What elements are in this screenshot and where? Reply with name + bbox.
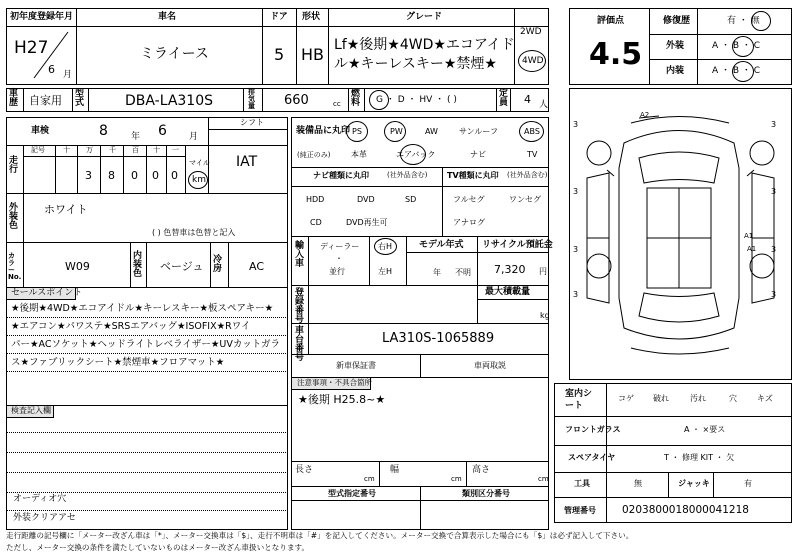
seat-burn: コゲ xyxy=(618,394,634,403)
shape-label: 形状 xyxy=(302,12,321,22)
model: DBA-LA310S xyxy=(125,93,214,109)
dim-height: 高さ xyxy=(472,465,491,475)
mark-7: 3 xyxy=(573,290,579,299)
tools-label: 工具 xyxy=(574,479,590,488)
inspection-year-unit: 年 xyxy=(131,132,141,142)
mileage-digit-label-4: 百 xyxy=(132,146,139,154)
dim-length: 長さ xyxy=(295,465,314,475)
color-value: ホワイト xyxy=(44,203,88,216)
sales-line-1: ★エアコン★パワステ★SRSエアバッグ★ISOFIX★Rワイ xyxy=(11,321,251,332)
import-right: 右H xyxy=(378,242,393,251)
recycle-yen: 円 xyxy=(539,267,547,276)
mileage-digit-label-5: 十 xyxy=(153,146,160,154)
displacement-label: 排気量 xyxy=(248,88,255,110)
notes-label: 注意事項・不具合箇所 xyxy=(297,378,372,387)
fuel-options: G ・ D ・ HV ・ ( ) xyxy=(376,95,457,105)
drive-4wd: 4WD xyxy=(522,56,544,66)
model-type-label: 型式指定番号 xyxy=(328,489,376,498)
import-dealer: ディーラー xyxy=(320,242,360,251)
mileage-label: 走行 xyxy=(9,156,19,175)
chassis-label: 車台番号 xyxy=(295,326,305,363)
mark-a1-upper: A1 xyxy=(744,232,754,240)
capacity-label: 定員 xyxy=(499,89,509,108)
car-name: ミライース xyxy=(140,46,209,62)
mark-4: 3 xyxy=(771,187,777,196)
inspection-month: 6 xyxy=(158,123,167,139)
navi-hdd: HDD xyxy=(306,195,325,204)
registration-label: 登録番号 xyxy=(295,288,305,325)
mileage-digit-5: 0 xyxy=(171,169,178,182)
mileage-digit-label-0: 記号 xyxy=(31,146,45,154)
color-label: 外装色 xyxy=(9,203,19,231)
recycle-value: 7,320 xyxy=(494,263,526,276)
tv-oneseg: ワンセグ xyxy=(509,195,541,204)
navi-dvd: DVD xyxy=(357,195,375,204)
mileage-digit-2: 8 xyxy=(108,169,115,182)
exterior-label: 外装 xyxy=(666,41,685,51)
navi-sub: (社外品含む) xyxy=(387,171,428,179)
mark-5: 3 xyxy=(573,245,579,254)
car-diagram xyxy=(569,88,792,380)
import-left: 左H xyxy=(378,267,393,276)
grade-label: グレード xyxy=(406,12,443,22)
score-label: 評価点 xyxy=(597,16,625,26)
spare-value: T ・ 修理 KIT ・ 欠 xyxy=(664,453,735,462)
mileage-mile: マイル xyxy=(189,159,210,167)
footer-line1: 走行距離の記号欄に「メーター改ざん車は「*」、メーター交換車は「$」、走行不明車は「#」を記入してください。メーター交換で合算表示した場合にも「$」は必ず記入して下さい。 xyxy=(6,531,634,540)
fuel-circle xyxy=(369,90,389,110)
sales-line-0: ★後期★4WD★エコアイドル★キーレスキー★板スペアキー★ xyxy=(11,303,274,314)
class-no-label: 類別区分番号 xyxy=(462,489,510,498)
doors: 5 xyxy=(274,45,285,64)
drive-2wd: 2WD xyxy=(520,27,542,37)
mileage-digit-label-3: 千 xyxy=(109,146,116,154)
equip-navi: ナビ xyxy=(470,150,486,159)
usage: 自家用 xyxy=(29,94,62,107)
tv-label: TV種類に丸印 xyxy=(447,171,499,180)
dim-width-cm: cm xyxy=(451,475,462,483)
mileage-digit-label-1: 十 xyxy=(63,146,70,154)
spare-label: スペアタイヤ xyxy=(568,453,616,462)
sales-line-3: ス★ファブリックシート★禁煙車★フロアマット★ xyxy=(11,357,225,368)
model-year-unknown: 不明 xyxy=(455,268,471,277)
fuel-label: 燃料 xyxy=(351,89,361,108)
color-no-label: カラーNo. xyxy=(8,252,22,281)
mark-8: 3 xyxy=(771,290,777,299)
seat-tear: 破れ xyxy=(653,394,669,403)
mileage-km: km xyxy=(192,175,206,185)
model-year-label: モデル年式 xyxy=(419,240,464,250)
interior-circle xyxy=(732,61,754,82)
displacement: 660 xyxy=(284,93,309,108)
equip-abs: ABS xyxy=(524,127,540,136)
usage-label: 車歴 xyxy=(9,89,19,108)
equip-sunroof: サンルーフ xyxy=(459,127,498,136)
mileage-digit-label-2: 万 xyxy=(86,146,93,154)
inspection-month-unit: 月 xyxy=(189,132,199,142)
exterior-circle xyxy=(732,36,754,57)
notes-value: ★後期 H25.8~★ xyxy=(298,393,386,406)
navi-dvd-play: DVD再生可 xyxy=(346,218,388,227)
repair-label: 修復歴 xyxy=(663,16,691,26)
equipment-sub: (純正のみ) xyxy=(297,151,331,159)
capacity-unit: 人 xyxy=(539,100,549,110)
import-right-circle xyxy=(374,238,397,255)
capacity: 4 xyxy=(524,93,531,106)
import-label: 輸入車 xyxy=(295,241,305,269)
grade-line1: Lf★後期★4WD★エコアイド xyxy=(334,37,515,53)
first-reg-label: 初年度登録年月 xyxy=(10,12,74,22)
sales-label: セールスポイント xyxy=(11,288,83,298)
repair-circle xyxy=(751,11,771,31)
dim-length-cm: cm xyxy=(364,475,375,483)
ac-value: AC xyxy=(249,260,265,273)
equip-airbag-circle xyxy=(400,144,426,165)
new-car-warranty: 新車保証書 xyxy=(336,361,376,370)
interior-color: ベージュ xyxy=(160,260,204,273)
equip-ps: PS xyxy=(352,127,362,136)
tools-value: 無 xyxy=(634,479,642,488)
equip-leather: 本革 xyxy=(351,150,367,159)
shape: HB xyxy=(301,45,325,64)
mgmt-value: 0203800018000041218 xyxy=(622,504,749,516)
reg-era: H27 xyxy=(14,38,49,58)
mark-2: 3 xyxy=(771,120,777,129)
mileage-digit-4: 0 xyxy=(152,169,159,182)
navi-label: ナビ種類に丸印 xyxy=(313,171,369,180)
import-parallel: 並行 xyxy=(329,267,345,276)
cc: cc xyxy=(333,100,341,108)
tv-analog: アナログ xyxy=(453,218,485,227)
score-value: 4.5 xyxy=(589,37,643,72)
interior-label: 内装 xyxy=(666,66,685,76)
jack-value: 有 xyxy=(744,479,752,488)
car-name-label: 車名 xyxy=(158,12,177,22)
max-load-label: 最大積載量 xyxy=(485,287,531,297)
reg-month-unit: 月 xyxy=(63,70,73,80)
mileage-digit-1: 3 xyxy=(85,169,92,182)
navi-cd: CD xyxy=(310,218,322,227)
inspection-label: 車検 xyxy=(31,126,50,136)
navi-sd: SD xyxy=(405,195,417,204)
seat-dirt: 汚れ xyxy=(690,394,706,403)
footer-line2: ただし、メーター交換の条件を満たしていないものはメーター改ざん車扱いとなります。 xyxy=(6,543,310,552)
mgmt-label: 管理番号 xyxy=(564,506,596,515)
repair-value: 有 ・ 無 xyxy=(727,16,760,26)
glass-label: フロントガラス xyxy=(565,425,621,434)
import-dot: ・ xyxy=(335,254,343,263)
inspector-label: 検査記入欄 xyxy=(11,406,51,415)
interior-seat-label: 室内シート xyxy=(565,389,593,411)
shift-label: シフト xyxy=(240,118,264,127)
equip-pw-circle xyxy=(384,121,406,142)
color-no: W09 xyxy=(65,260,90,273)
shift: IAT xyxy=(236,154,258,170)
mark-a1-lower: A1 xyxy=(747,245,757,253)
dim-height-cm: cm xyxy=(538,475,549,483)
equip-aw: AW xyxy=(425,127,438,136)
equip-abs-circle xyxy=(519,121,544,142)
seat-scratch: キズ xyxy=(757,394,773,403)
glass-value: A ・ ×要ス xyxy=(684,425,726,434)
model-year-unit: 年 xyxy=(433,268,441,277)
equipment-label: 装備品に丸印 xyxy=(296,126,351,136)
jack-label: ジャッキ xyxy=(678,479,710,488)
recycle-label: リサイクル預託金 xyxy=(482,240,553,250)
equip-ps-circle xyxy=(346,121,368,142)
exterior-grades: A ・ B ・ C xyxy=(712,41,761,51)
sales-line-2: パー★ACソケット★ヘッドライトレベライザー★UVカットガラ xyxy=(11,339,280,350)
max-load-kg: kg xyxy=(540,311,550,320)
chassis-value: LA310S-1065889 xyxy=(382,331,495,346)
door-label: ドア xyxy=(270,12,288,22)
dim-width: 幅 xyxy=(390,465,400,475)
mileage-digit-label-6: 一 xyxy=(172,146,179,154)
ac-label: 冷房 xyxy=(213,255,223,274)
inspection-year: 8 xyxy=(99,123,108,139)
reg-month: 6 xyxy=(48,63,55,76)
tv-fullseg: フルセグ xyxy=(453,195,485,204)
mark-6: 3 xyxy=(771,245,777,254)
inspector-line1: オーディオ穴 xyxy=(13,494,67,504)
manual: 車両取説 xyxy=(474,361,506,370)
equip-airbag: エアバック xyxy=(396,150,436,159)
mark-a2: A2 xyxy=(640,111,650,119)
interior-color-label: 内装色 xyxy=(133,251,143,279)
mark-3: 3 xyxy=(573,187,579,196)
equip-tv: TV xyxy=(527,150,538,159)
color-note: ( ) 色替車は色替と記入 xyxy=(152,228,236,237)
inspector-line2: 外装クリアアセ xyxy=(13,513,76,523)
equip-pw: PW xyxy=(390,127,403,136)
model-label: 型式 xyxy=(75,89,85,108)
seat-hole: 穴 xyxy=(729,394,737,403)
tv-sub: (社外品含む) xyxy=(507,171,548,179)
interior-grades: A ・ B ・ C xyxy=(712,66,761,76)
grade-line2: ル★キーレスキー★禁煙★ xyxy=(334,56,497,72)
mark-1: 3 xyxy=(573,120,579,129)
mileage-digit-3: 0 xyxy=(131,169,138,182)
